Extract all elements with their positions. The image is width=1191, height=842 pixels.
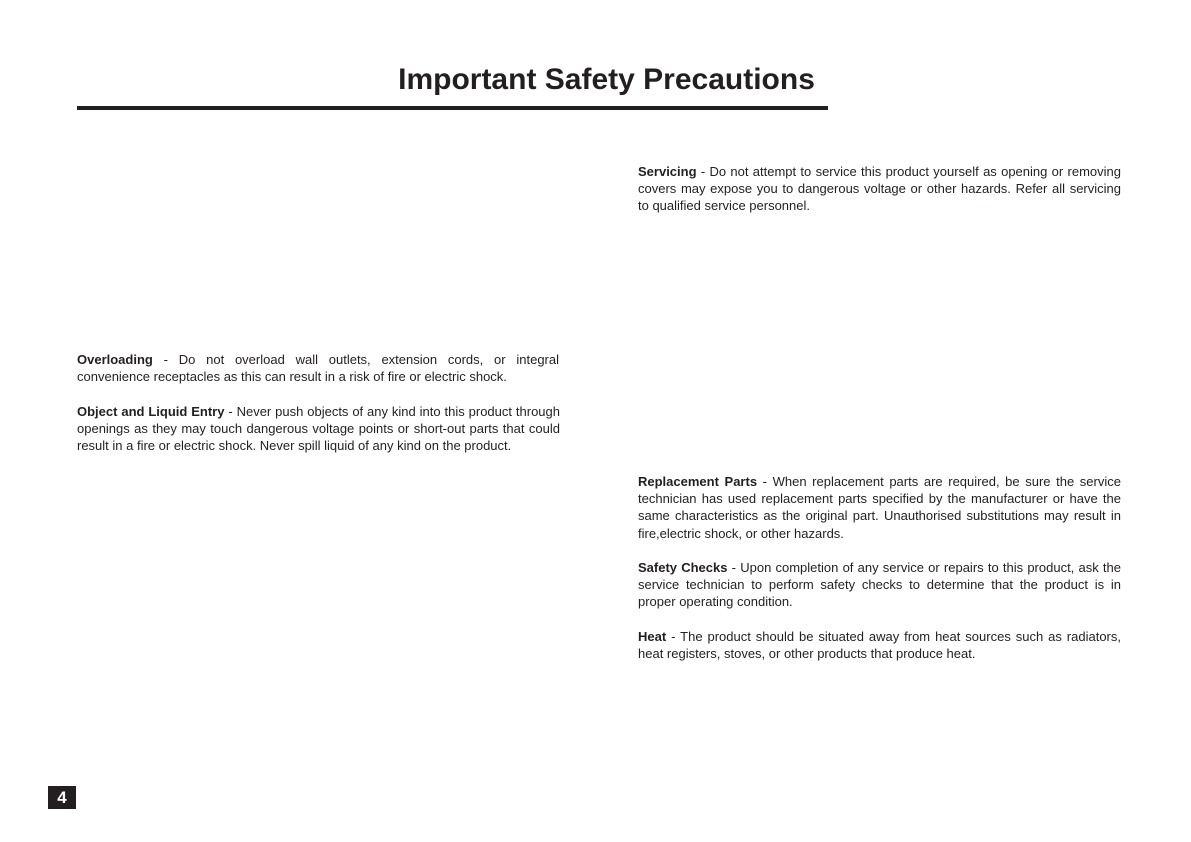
page-title: Important Safety Precautions xyxy=(398,63,815,96)
safety-checks-text: - Upon completion of any service or repairs to this product, ask the service technician to perform safety checks to determine that the product is in proper operating condition. xyxy=(638,560,1121,610)
replacement-parts-text: - When replacement parts are required, be sure the service technician has used replacement parts specified by the manufacturer or have the same characteristics as the original part. Unauthorised substitutions may result in fire,electric shock, or other hazards. xyxy=(638,474,1121,541)
object-liquid-text: - Never push objects of any kind into this product through openings as they may touch dangerous voltage points or short-out parts that could result in a fire or electric shock. Never spill liquid of any kind on the product. xyxy=(77,404,560,454)
safety-checks-term: Safety Checks xyxy=(638,560,728,575)
object-liquid-paragraph xyxy=(77,403,560,455)
overloading-paragraph xyxy=(77,351,559,385)
overloading-term: Overloading xyxy=(77,352,153,367)
overloading-text: - Do not overload wall outlets, extension cords, or integral convenience receptacles as this can result in a risk of fire or electric shock. xyxy=(77,352,559,385)
heat-term: Heat xyxy=(638,629,667,644)
servicing-term: Servicing xyxy=(638,164,697,179)
title-underline xyxy=(77,106,828,110)
page-number-badge: 4 xyxy=(48,786,76,809)
replacement-parts-term: Replacement Parts xyxy=(638,474,758,489)
replacement-parts-paragraph xyxy=(638,473,1121,542)
servicing-text: - Do not attempt to service this product yourself as opening or removing covers may expose you to dangerous voltage or other hazards. Refer all servicing to qualified service personnel. xyxy=(638,164,1121,214)
safety-checks-paragraph xyxy=(638,559,1121,611)
heat-paragraph xyxy=(638,628,1121,662)
servicing-paragraph xyxy=(638,163,1121,215)
object-liquid-term: Object and Liquid Entry xyxy=(77,404,225,419)
heat-text: - The product should be situated away from heat sources such as radiators, heat registers, stoves, or other products that produce heat. xyxy=(638,629,1121,662)
